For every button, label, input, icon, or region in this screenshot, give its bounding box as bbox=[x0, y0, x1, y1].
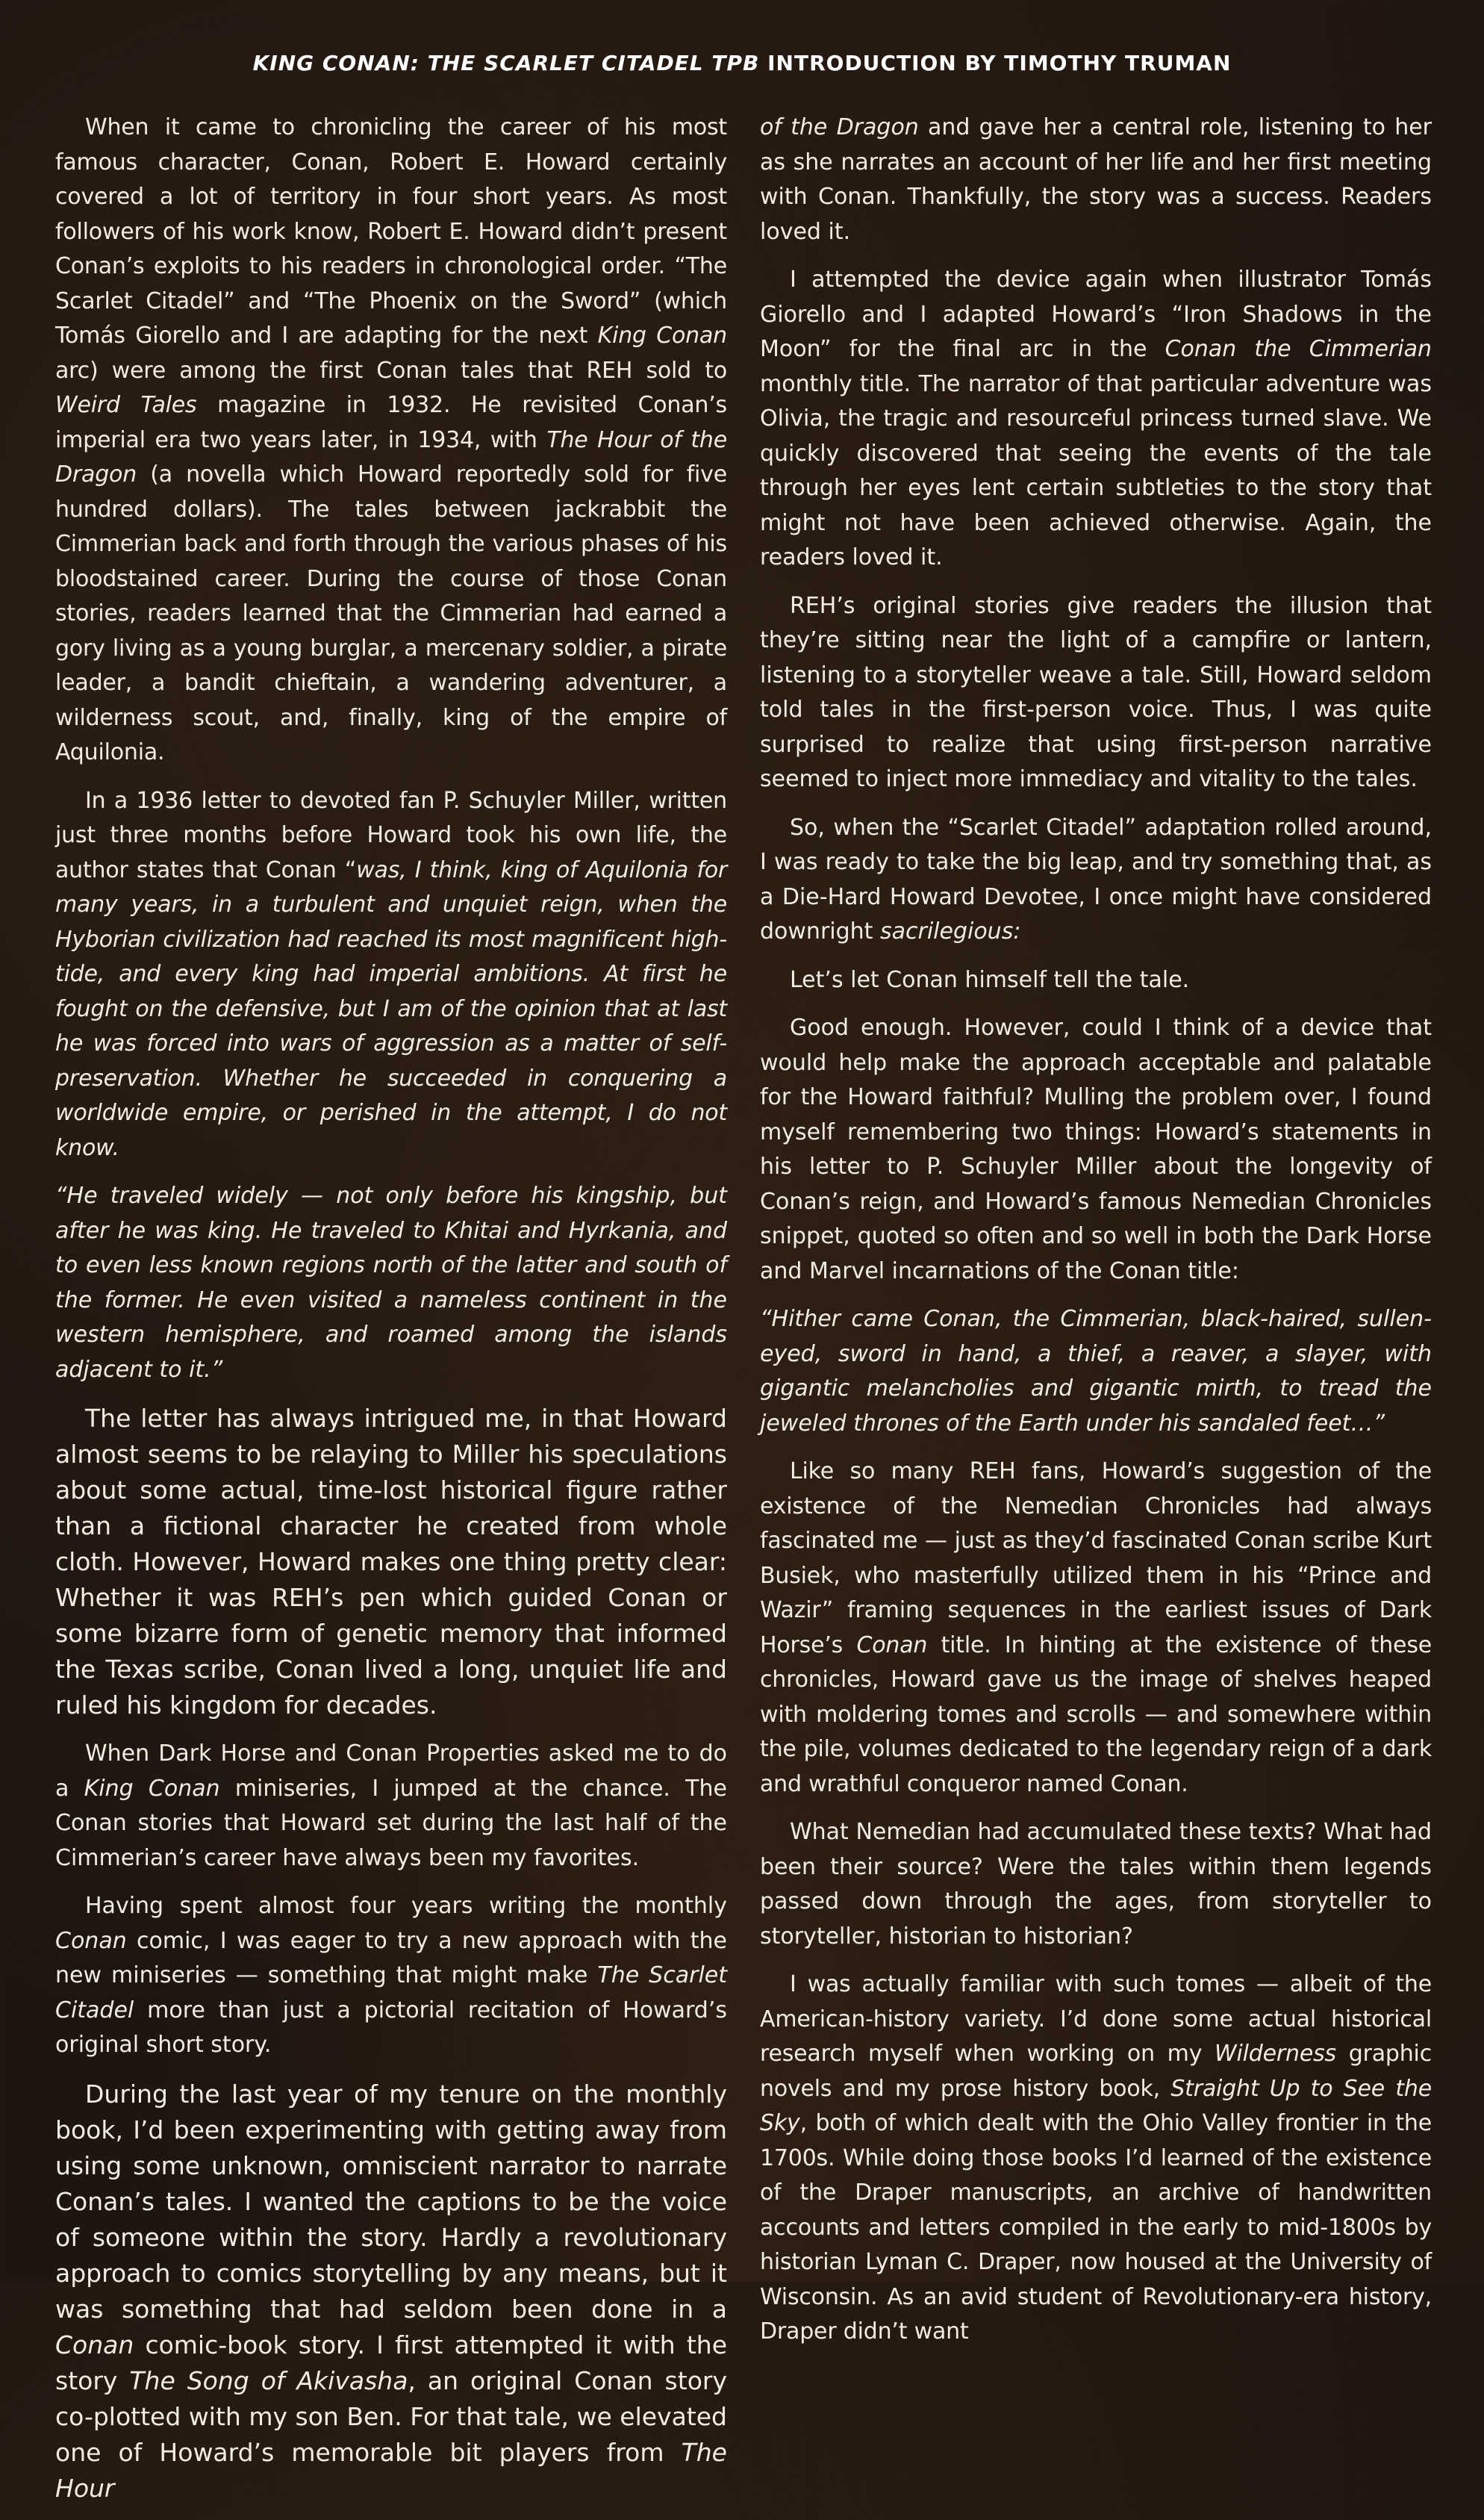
paragraph: Let’s let Conan himself tell the tale. bbox=[790, 966, 1190, 993]
text-run: Having spent almost four years writing the monthly bbox=[85, 1893, 727, 1919]
text-run: miniseries, I jumped at the chance. The Conan stories that Howard set during the last half of the Cimmerian’s career have always been my favorites. bbox=[55, 1775, 727, 1871]
page-header bbox=[0, 51, 1484, 75]
text-run: , an original Conan story co-plotted with my son Ben. For that tale, we elevated one of Howard’s memorable bit players from bbox=[55, 2365, 727, 2467]
italic-title: Conan bbox=[856, 1631, 928, 1658]
text-run: I attempted the device again when illustrator Tomás Giorello and I adapted Howard’s “Iron Shadows in the Moon” for the final arc in the bbox=[760, 267, 1432, 362]
text-run: During the last year of my tenure on the monthly book, I’d been experimenting with getting away from using some unknown, omniscient narrator to narrate Conan’s tales. I wanted the captions to be the voice of someone within the story. Hardly a revolutionary approach to comics storytelling by any means, but it was something that had seldom been done in a bbox=[55, 2079, 727, 2324]
text-run: When it came to chronicling the career of his most famous character, Conan, Robert E. Howard certainly covered a lot of territory in four short years. As most followers of his work know, Robert E. Howard didn’t present Conan’s exploits to his readers in chronological order. “The Scarlet Citadel” and “The Phoenix on the Sword” (which Tomás Giorello and I are adapting for the next bbox=[55, 114, 727, 349]
text-run: more than just a pictorial recitation of Howard’s original short story. bbox=[55, 1997, 727, 2058]
paragraph bbox=[55, 2076, 727, 2507]
paragraph: REH’s original stories give readers the illusion that they’re sitting near the light of a campfire or lantern, listening to a storyteller weave a tale. Still, Howard seldom told tales in the first-person voice. Thus, I was quite surprised to realize that using first-person narrative seemed to inject more immediacy and vitality to the tales. bbox=[760, 592, 1432, 792]
text-run: monthly title. The narrator of that particular adventure was Olivia, the tragic and resourceful princess turned slave. We quickly discovered that seeing the events of the tale through her eyes lent certain subtleties to the story that might not have been achieved otherwise. Again, the readers loved it. bbox=[760, 370, 1432, 570]
paragraph bbox=[760, 1967, 1432, 2350]
italic-title: Conan the Cimmerian bbox=[1165, 336, 1432, 362]
italic-title: King Conan bbox=[84, 1775, 220, 1802]
italic-title: Conan bbox=[55, 2330, 134, 2359]
italic-title: The Hour of the Dragon bbox=[55, 426, 727, 488]
book-title: KING CONAN: THE SCARLET CITADEL TPB bbox=[252, 51, 760, 75]
italic-title: The Hour bbox=[55, 2437, 727, 2503]
italic-title: Wilderness bbox=[1215, 2041, 1336, 2067]
text-run: In a 1936 letter to devoted fan P. Schuyler Miller, written just three months before Howard took his own life, the author states that Conan “ bbox=[55, 787, 727, 883]
paragraph: Good enough. However, could I think of a device that would help make the approach acceptable and palatable for the Howard faithful? Mulling the problem over, I found myself remembering two things: Howard’s statements in his letter to P. Schuyler Miller about the longevity of Conan’s reign, and Howard’s famous Nemedian Chronicles snippet, quoted so often and so well in both the Dark Horse and Marvel incarnations of the Conan title: bbox=[760, 1015, 1432, 1284]
text-run: graphic novels and my prose history book, bbox=[760, 2041, 1432, 2102]
paragraph bbox=[55, 1889, 727, 2063]
text-run: title. In hinting at the existence of these chronicles, Howard gave us the image of shelves heaped with moldering tomes and scrolls — and somewhere within the pile, volumes dedicated to the legendary reign of a dark and wrathful conqueror named Conan. bbox=[760, 1631, 1432, 1797]
text-run: I was actually familiar with such tomes — albeit of the American-history variety. I’d done some actual historical research myself when working on my bbox=[760, 1971, 1432, 2067]
paragraph: The letter has always intrigued me, in that Howard almost seems to be relaying to Miller his speculations about some actual, time-lost historical figure rather than a fictional character he created from whole cloth. However, Howard makes one thing pretty clear: Whether it was REH’s pen which guided Conan or some bizarre form of genetic memory that informed the Texas scribe, Conan lived a long, unquiet life and ruled his kingdom for decades. bbox=[55, 1404, 727, 1720]
block-quote: “Hither came Conan, the Cimmerian, black-haired, sullen-eyed, sword in hand, a thief, a reaver, a slayer, with gigantic melancholies and gigantic mirth, to tread the jeweled thrones of the Earth under his sandaled feet…” bbox=[760, 1306, 1432, 1437]
paragraph bbox=[760, 1455, 1432, 1802]
text-run: , both of which dealt with the Ohio Valley frontier in the 1700s. While doing those books I’d learned of the existence of the Draper manuscripts, an archive of handwritten accounts and letters compiled in the early to mid-1800s by historian Lyman C. Draper, now housed at the University of Wisconsin. As an avid student of Revolutionary-era history, Draper didn’t want bbox=[760, 2110, 1432, 2345]
text-run: (a novella which Howard reportedly sold for five hundred dollars). The tales between jackrabbit the Cimmerian back and forth through the various phases of his bloodstained career. During the course of those Conan stories, readers learned that the Cimmerian had earned a gory living as a young burglar, a mercenary soldier, a pirate leader, a bandit chieftain, a wandering adventurer, a wilderness scout, and, finally, king of the empire of Aquilonia. bbox=[55, 461, 727, 765]
text-run: arc) were among the first Conan tales that REH sold to bbox=[55, 357, 727, 384]
text-run: magazine in 1932. He revisited Conan’s imperial era two years later, in 1934, with bbox=[55, 392, 727, 453]
paragraph bbox=[55, 111, 727, 771]
text-run: and gave her a central role, listening to her as she narrates an account of her life and her first meeting with Conan. Thankfully, the story was a success. Readers loved it. bbox=[760, 114, 1432, 245]
text-run: So, when the “Scarlet Citadel” adaptation rolled around, I was ready to take the big leap, and try something that, as a Die-Hard Howard Devotee, I once might have considered downright bbox=[760, 814, 1432, 945]
left-column bbox=[55, 111, 727, 2520]
italic-title: King Conan bbox=[597, 323, 727, 349]
italic-title: Conan bbox=[55, 1927, 127, 1954]
italic-quote: was, I think, king of Aquilonia for many years, in a turbulent and unquiet reign, when the Hyborian civilization had reached its most magnificent high-tide, and every king had imperial ambitions. At first he fought on the defensive, but I am of the opinion that at last he was forced into wars of aggression as a matter of self-preservation. Whether he succeeded in conquering a worldwide empire, or perished in the attempt, I do not know. bbox=[55, 856, 727, 1161]
italic-title: The Song of Akivasha bbox=[129, 2365, 408, 2395]
header-subtitle: INTRODUCTION BY TIMOTHY TRUMAN bbox=[759, 51, 1232, 75]
italic-word: sacrilegious: bbox=[879, 918, 1021, 945]
paragraph bbox=[760, 811, 1432, 950]
italic-title: Weird Tales bbox=[55, 392, 197, 418]
paragraph bbox=[760, 263, 1432, 576]
paragraph bbox=[55, 1737, 727, 1876]
italic-title: The Scarlet Citadel bbox=[55, 1962, 727, 2023]
paragraph bbox=[55, 784, 727, 1166]
block-quote: “He traveled widely — not only before his kingship, but after he was king. He traveled to Khitai and Hyrkania, and to even less known regions north of the latter and south of the former. He even visited a nameless continent in the western hemisphere, and roamed among the islands adjacent to it.” bbox=[55, 1183, 727, 1383]
paragraph bbox=[760, 111, 1432, 249]
text-run: comic-book story. I first attempted it with the story bbox=[55, 2330, 727, 2395]
text-run: comic, I was eager to try a new approach with the new miniseries — something that might make bbox=[55, 1927, 727, 1988]
italic-title: of the Dragon bbox=[760, 114, 919, 140]
paragraph: What Nemedian had accumulated these texts? What had been their source? Were the tales within them legends passed down through the ages, from storyteller to storyteller, historian to historian? bbox=[760, 1819, 1432, 1950]
right-column bbox=[760, 111, 1432, 2363]
text-run: When Dark Horse and Conan Properties asked me to do a bbox=[55, 1740, 727, 1802]
text-run: Like so many REH fans, Howard’s suggestion of the existence of the Nemedian Chronicles had always fascinated me — just as they’d fascinated Conan scribe Kurt Busiek, who masterfully utilized them in his “Prince and Wazir” framing sequences in the earliest issues of Dark Horse’s bbox=[760, 1458, 1432, 1658]
italic-title: Straight Up to See the Sky bbox=[760, 2075, 1432, 2136]
